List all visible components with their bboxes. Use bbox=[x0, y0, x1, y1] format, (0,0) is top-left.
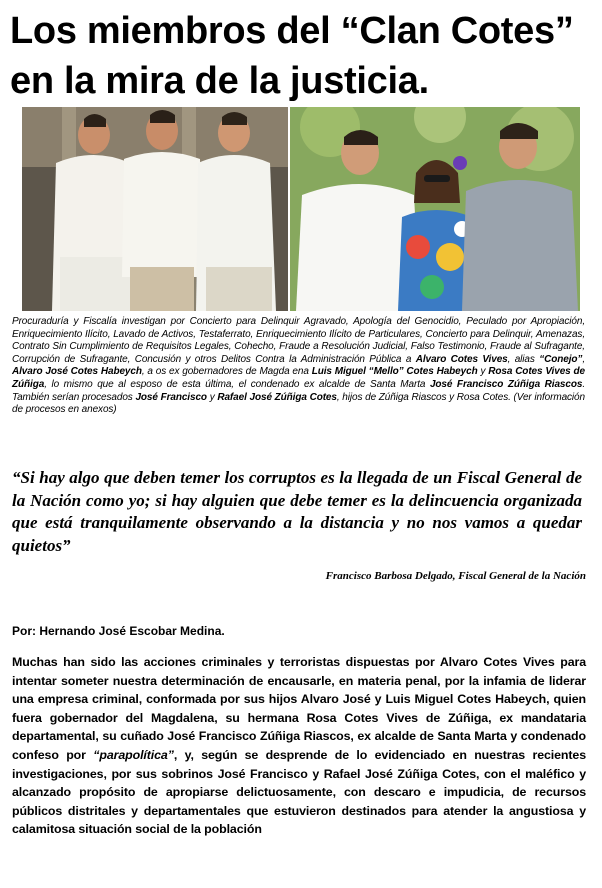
photo-three-men-illustration bbox=[22, 107, 288, 311]
pull-quote: “Si hay algo que deben temer los corruptos es la llegada de un Fiscal General de la Nación como yo; si hay alguien que debe temer es la delincuencia organizada que está tranquilamente observando a la distancia y no nos vamos a quedar quietos” bbox=[12, 468, 582, 555]
caption-name: Alvaro Cotes Vives bbox=[415, 353, 508, 365]
body-text: , y, según se desprende de lo evidenciado en nuestras recientes investigaciones, por sus sobrinos José Francisco y Rafael José Zúñiga Cotes, con el maléfico y alcanzado propósito de apropiarse delictuosamente, con descaro e impudicia, de recursos públicos distritales y departamentales que estuvieron destinados para atender la angustiosa y calamitosa situación social de la población bbox=[12, 747, 586, 837]
caption-text: , hijos de Zúñiga Riascos y Rosa Cotes. (Ver información de procesos en anexos) bbox=[12, 391, 585, 416]
headline-line-1: Los miembros del “Clan Cotes” bbox=[10, 10, 574, 52]
photo-three-people-illustration bbox=[290, 107, 580, 311]
article-body bbox=[12, 653, 586, 839]
headline bbox=[10, 6, 595, 106]
caption-name: Alvaro José Cotes Habeych bbox=[12, 366, 142, 378]
body-emphasis: “parapolítica” bbox=[93, 747, 174, 762]
body-text: Muchas han sido las acciones criminales y terroristas dispuestas por Alvaro Cotes Vives para intentar someter nuestra determinación de encausarle, en materia penal, por la infamia de liderar una empresa criminal, conformada por sus hijos Alvaro José y Luis Miguel Cotes Habeych, quien fuera gobernador del Magdalena, su hermana Rosa Cotes Vives de Zúñiga, ex mandataria departamental, su cuñado José Francisco Zúñiga Riascos, ex alcalde de Santa Marta y condenado confeso por bbox=[12, 655, 586, 762]
caption-name: José Francisco Zúñiga Riascos bbox=[429, 378, 583, 390]
caption-text: y bbox=[206, 391, 218, 403]
caption-text: . También serían procesados bbox=[12, 378, 585, 403]
caption-text: , alias bbox=[507, 353, 540, 365]
photo-caption bbox=[12, 316, 585, 417]
photo-three-people bbox=[290, 107, 580, 311]
caption-text: y bbox=[477, 366, 489, 378]
caption-name: José Francisco bbox=[135, 391, 207, 403]
caption-text: Procuraduría y Fiscalía investigan por Concierto para Delinquir Agravado, Apología del Genocidio, Peculado por Apropiación, Enriquecimiento Ilícito, Lavado de Activos, Testaferrato, Enriquecimiento Ilícito de Particulares, Concierto para Delinquir, Amenazas, Contrato Sin Cumplimiento de Requisitos Legales, Cohecho, Fraude a Resolución Judicial, Falso Testimonio, Fraude al Sufragante, Corrupción de Sufragante, Concusión y otros Delitos Contra la Administración Pública a bbox=[12, 316, 585, 365]
caption-name: Luis Miguel “Mello” Cotes Habeych bbox=[311, 366, 478, 378]
quote-attribution: Francisco Barbosa Delgado, Fiscal General de la Nación bbox=[325, 570, 586, 582]
caption-name: Rosa Cotes Vives de Zúñiga bbox=[12, 366, 585, 390]
caption-name: “Conejo” bbox=[539, 353, 583, 365]
headline-line-2: en la mira de la justicia. bbox=[10, 60, 429, 102]
photo-three-men bbox=[22, 107, 288, 311]
caption-text: , lo mismo que al esposo de esta última, el condenado ex alcalde de Santa Marta bbox=[44, 378, 430, 390]
caption-name: Rafael José Zúñiga Cotes bbox=[217, 391, 337, 403]
byline: Por: Hernando José Escobar Medina. bbox=[12, 624, 225, 638]
photo-collage bbox=[22, 107, 580, 311]
caption-text: , bbox=[582, 353, 585, 365]
caption-text: , a os ex gobernadores de Magda ena bbox=[141, 366, 312, 378]
